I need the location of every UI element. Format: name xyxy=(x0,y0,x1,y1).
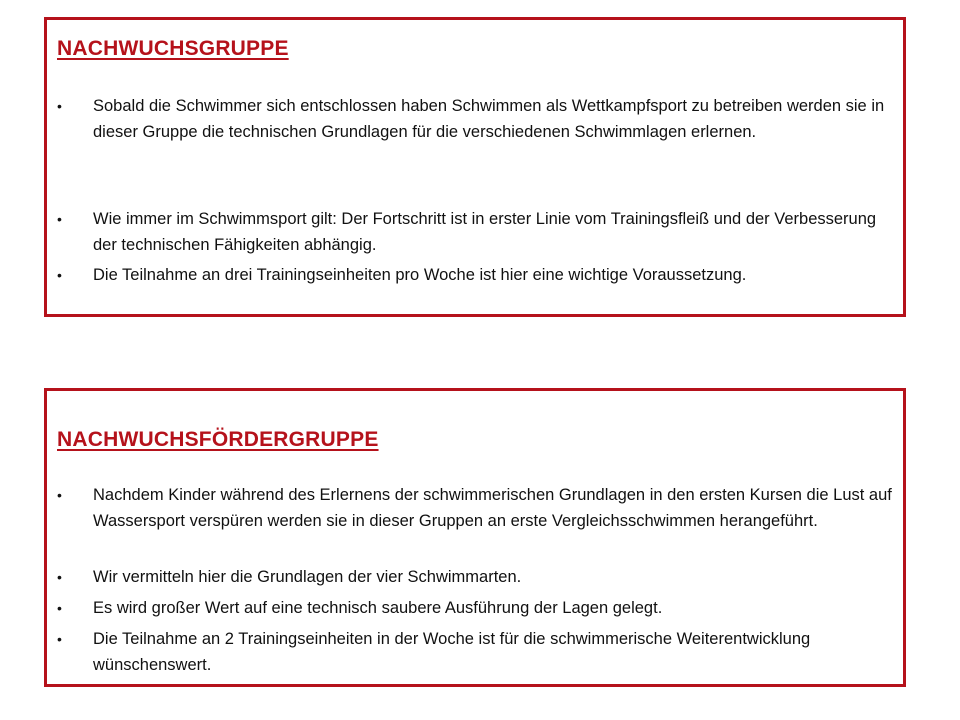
section-heading: NACHWUCHSFÖRDERGRUPPE xyxy=(57,428,379,451)
list-item xyxy=(57,626,902,678)
list-item-text: Wie immer im Schwimmsport gilt: Der Fortschritt ist in erster Linie vom Trainingsfleiß und der Verbesserung der technischen Fähigkeiten abhängig. xyxy=(93,210,877,254)
bullet-icon: • xyxy=(57,98,62,114)
list-item xyxy=(57,93,902,145)
bullet-icon: • xyxy=(57,569,62,585)
list-item xyxy=(57,262,902,288)
bullet-icon: • xyxy=(57,600,62,616)
section-nachwuchsgruppe xyxy=(44,17,906,317)
list-item-text: Nachdem Kinder während des Erlernens der schwimmerischen Grundlagen in den ersten Kursen die Lust auf Wassersport verspüren werden sie in dieser Gruppen an erste Vergleichsschwimmen herangeführt. xyxy=(93,486,892,530)
list-item-text: Die Teilnahme an drei Trainingseinheiten pro Woche ist hier eine wichtige Voraussetzung. xyxy=(93,266,747,284)
bullet-icon: • xyxy=(57,487,62,503)
bullet-icon: • xyxy=(57,211,62,227)
bullet-icon: • xyxy=(57,267,62,283)
section-nachwuchsfoerdergruppe xyxy=(44,388,906,687)
list-item-text: Wir vermitteln hier die Grundlagen der vier Schwimmarten. xyxy=(93,568,522,586)
list-item xyxy=(57,564,902,590)
bullet-icon: • xyxy=(57,631,62,647)
list-item-text: Die Teilnahme an 2 Trainingseinheiten in der Woche ist für die schwimmerische Weiterentwicklung wünschenswert. xyxy=(93,630,811,674)
list-item xyxy=(57,206,902,258)
list-item-text: Sobald die Schwimmer sich entschlossen haben Schwimmen als Wettkampfsport zu betreiben werden sie in dieser Gruppe die technischen Grundlagen für die verschiedenen Schwimmlagen erlernen. xyxy=(93,97,885,141)
section-heading: NACHWUCHSGRUPPE xyxy=(57,37,289,60)
list-item xyxy=(57,482,902,534)
list-item xyxy=(57,595,902,621)
list-item-text: Es wird großer Wert auf eine technisch saubere Ausführung der Lagen gelegt. xyxy=(93,599,663,617)
